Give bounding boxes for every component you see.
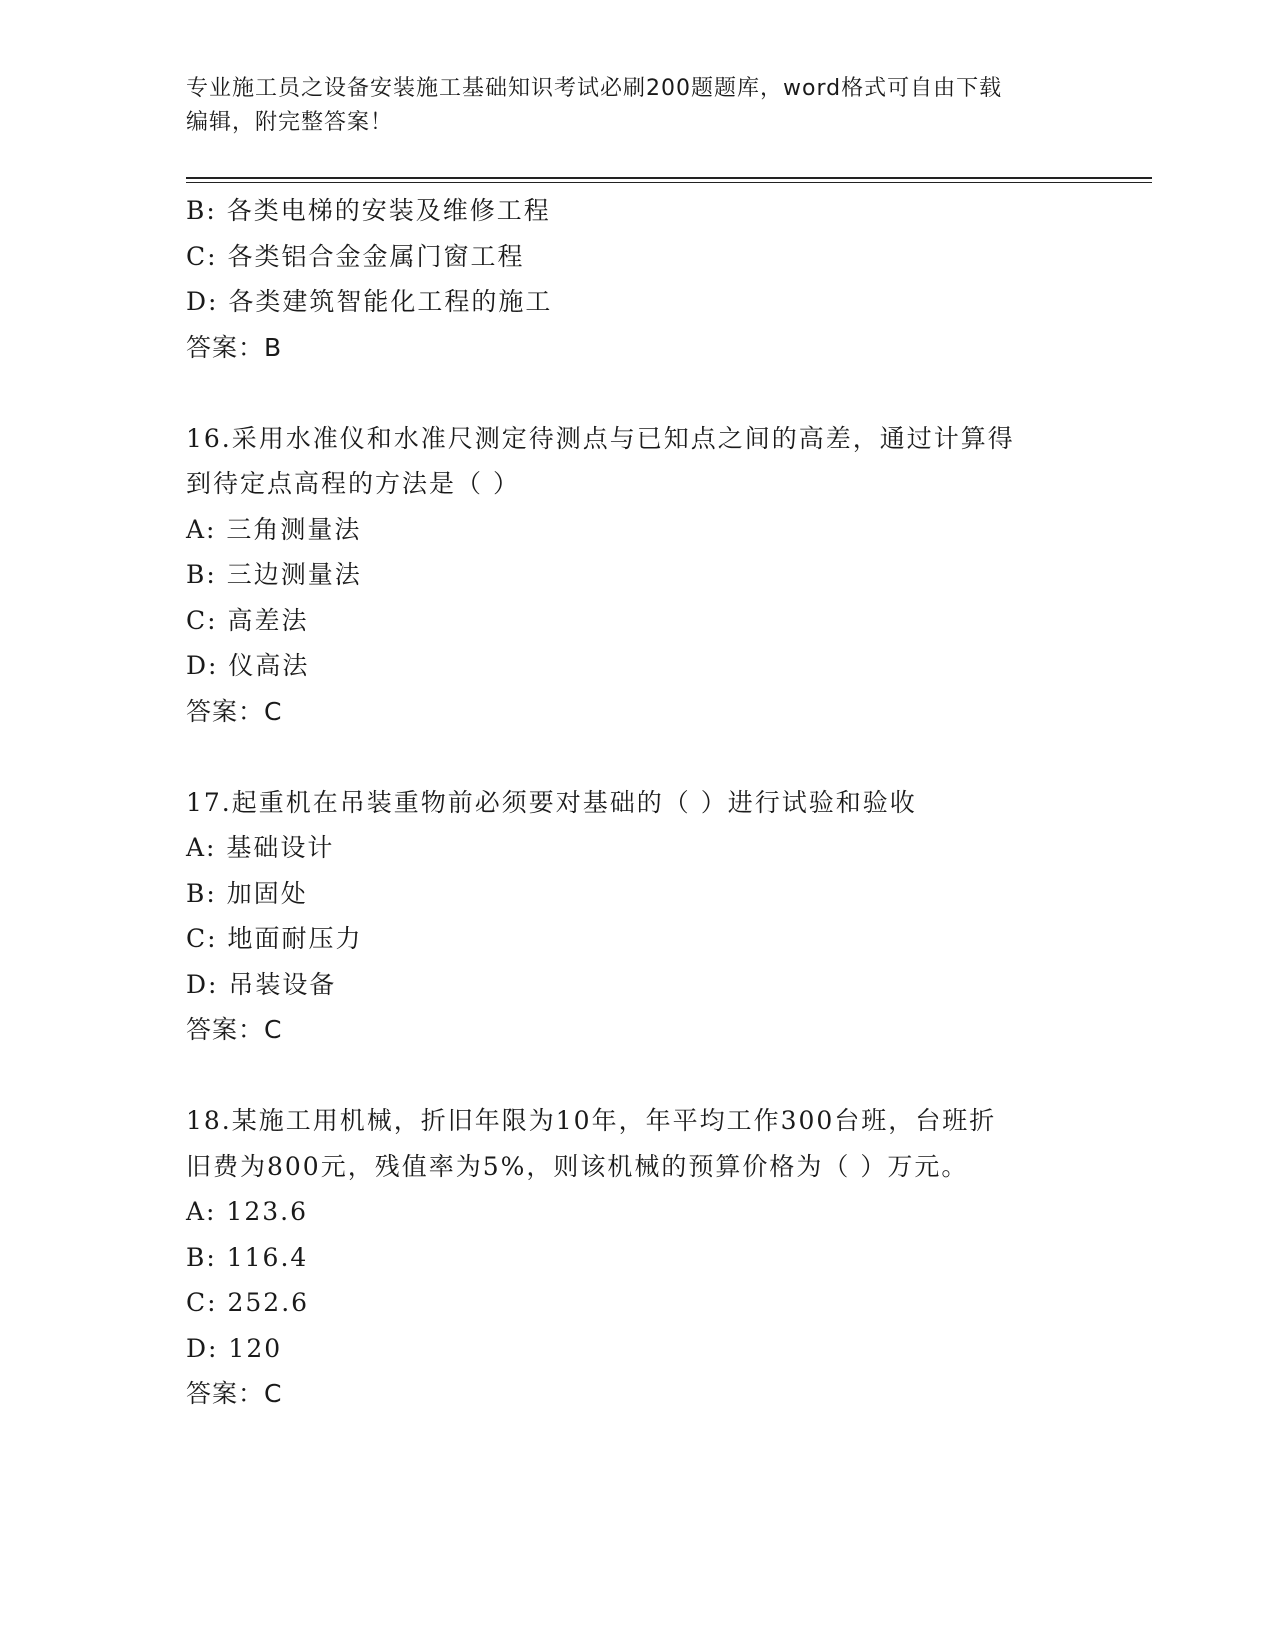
question-18 [186, 1098, 1086, 1417]
option-a: A: 基础设计 [186, 833, 335, 862]
answer-line: 答案：B [186, 332, 283, 362]
spacer [186, 1053, 1086, 1099]
answer-line: 答案：C [186, 696, 283, 726]
question-list [186, 188, 1086, 1417]
option-d: D: 各类建筑智能化工程的施工 [186, 287, 553, 316]
question-17 [186, 780, 1086, 1053]
option-d: D: 120 [186, 1333, 283, 1363]
question-stem-line1: 17.起重机在吊装重物前必须要对基础的（ ）进行试验和验收 [186, 787, 917, 817]
option-b: B: 加固处 [186, 878, 308, 908]
header-title-line1: 专业施工员之设备安装施工基础知识考试必刷200题题库，word格式可自由下载 [186, 76, 1003, 101]
question-16 [186, 416, 1086, 735]
question-15-continued [186, 188, 1086, 370]
question-stem-line1: 18.某施工用机械，折旧年限为10年，年平均工作300台班，台班折 [186, 1106, 997, 1135]
option-a: A: 三角测量法 [186, 514, 362, 544]
option-b: B: 116.4 [186, 1242, 309, 1272]
option-d: D: 吊装设备 [186, 969, 337, 999]
question-stem-line2: 到待定点高程的方法是（ ） [186, 469, 520, 498]
option-b: B: 三边测量法 [186, 560, 362, 589]
spacer [186, 370, 1086, 416]
document-header [186, 72, 1086, 140]
option-c: C: 252.6 [186, 1288, 310, 1317]
header-rule-thin [186, 182, 1152, 183]
answer-line: 答案：C [186, 1015, 283, 1044]
answer-line: 答案：C [186, 1379, 283, 1408]
spacer [186, 734, 1086, 780]
option-d: D: 仪高法 [186, 651, 310, 680]
option-a: A: 123.6 [186, 1197, 308, 1226]
option-c: C: 各类铝合金金属门窗工程 [186, 241, 525, 271]
header-title-line2: 编辑，附完整答案！ [186, 110, 394, 135]
option-c: C: 高差法 [186, 605, 309, 635]
option-c: C: 地面耐压力 [186, 924, 363, 953]
option-b: B: 各类电梯的安装及维修工程 [186, 196, 551, 225]
header-rule-thick [186, 177, 1152, 179]
question-stem-line1: 16.采用水准仪和水准尺测定待测点与已知点之间的高差，通过计算得 [186, 423, 1015, 453]
question-stem-line2: 旧费为800元，残值率为5%，则该机械的预算价格为（ ）万元。 [186, 1151, 969, 1181]
